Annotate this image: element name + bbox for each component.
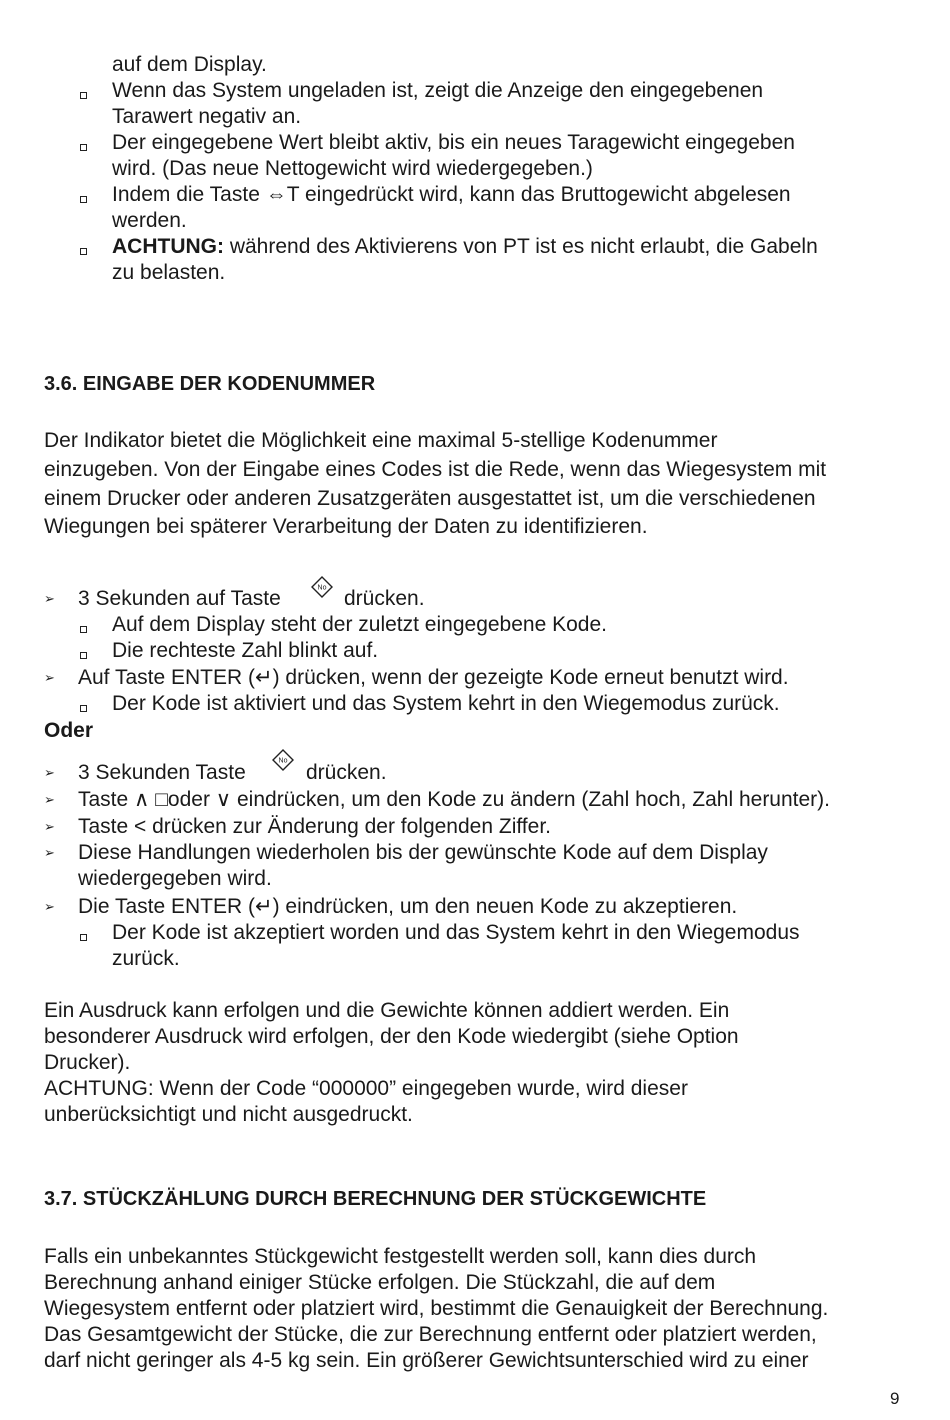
paragraph-line: ACHTUNG: Wenn der Code “000000” eingegeben wurde, wird dieser xyxy=(44,1077,688,1100)
section-heading-3-7: 3.7. STÜCKZÄHLUNG DURCH BERECHNUNG DER STÜCKGEWICHTE xyxy=(44,1188,707,1210)
intro-bullet-3-cont: werden. xyxy=(112,209,187,232)
step-3s-press-text: 3 Sekunden auf Taste xyxy=(78,587,281,610)
arrow-bullet-icon: ➢ xyxy=(44,670,55,685)
substep-text: Der Kode ist akzeptiert worden und das System kehrt in den Wiegemodus xyxy=(112,921,800,944)
bullet-square-icon xyxy=(80,92,87,99)
paragraph-line: Ein Ausdruck kann erfolgen und die Gewichte können addiert werden. Ein xyxy=(44,999,730,1022)
arrow-bullet-icon: ➢ xyxy=(44,792,55,807)
step-enter-text: Auf Taste ENTER (↵) drücken, wenn der gezeigte Kode erneut benutzt wird. xyxy=(78,666,789,689)
paragraph-line: Wiegungen bei späterer Verarbeitung der Daten zu identifizieren. xyxy=(44,515,648,538)
step-3s-press-text: 3 Sekunden Taste xyxy=(78,761,246,784)
substep-text: Die rechteste Zahl blinkt auf. xyxy=(112,639,379,662)
arrow-bullet-icon: ➢ xyxy=(44,819,55,834)
intro-bullet-4 xyxy=(112,234,818,260)
intro-bullet-4-cont: zu belasten. xyxy=(112,261,226,284)
intro-bullet-1-cont: Tarawert negativ an. xyxy=(112,105,302,128)
substep-text-cont: zurück. xyxy=(112,947,180,970)
arrow-bullet-icon: ➢ xyxy=(44,591,55,606)
step-accept: Die Taste ENTER (↵) eindrücken, um den neuen Kode zu akzeptieren. xyxy=(78,895,738,918)
page-number: 9 xyxy=(890,1389,900,1408)
intro-bullet-2: Der eingegebene Wert bleibt aktiv, bis ein neues Taragewicht eingegeben xyxy=(112,131,795,154)
bullet-square-icon xyxy=(80,934,87,941)
paragraph-line: Wiegesystem entfernt oder platziert wird, bestimmt die Genauigkeit der Berechnung. xyxy=(44,1297,829,1320)
step-next-digit: Taste < drücken zur Änderung der folgenden Ziffer. xyxy=(78,815,551,838)
arrow-bullet-icon: ➢ xyxy=(44,899,55,914)
paragraph-line: darf nicht geringer als 4-5 kg sein. Ein größerer Gewichtsunterschied wird zu einer xyxy=(44,1349,809,1372)
paragraph-line: Das Gesamtgewicht der Stücke, die zur Berechnung entfernt oder platziert werden, xyxy=(44,1323,817,1346)
step-change-code: Taste ∧ □oder ∨ eindrücken, um den Kode zu ändern (Zahl hoch, Zahl herunter). xyxy=(78,788,831,811)
warning-text: während des Aktivierens von PT ist es nicht erlaubt, die Gabeln xyxy=(223,235,818,258)
step-repeat-cont: wiedergegeben wird. xyxy=(78,867,272,890)
paragraph-line: unberücksichtigt und nicht ausgedruckt. xyxy=(44,1103,413,1126)
bullet-square-icon xyxy=(80,144,87,151)
intro-bullet-3: Indem die Taste ⇔T eingedrückt wird, kann das Bruttogewicht abgelesen xyxy=(112,183,791,206)
no-key-label: No xyxy=(317,584,327,592)
warning-label: ACHTUNG: xyxy=(112,235,224,258)
intro-text: auf dem Display. xyxy=(112,53,267,76)
substep-text: Auf dem Display steht der zuletzt eingegebene Kode. xyxy=(112,613,607,636)
no-key-icon xyxy=(271,748,295,772)
step-press-suffix: drücken. xyxy=(306,761,387,784)
no-key-icon xyxy=(310,575,334,599)
intro-bullet-2-cont: wird. (Das neue Nettogewicht wird wiedergegeben.) xyxy=(112,157,593,180)
substep-text: Der Kode ist aktiviert und das System kehrt in den Wiegemodus zurück. xyxy=(112,692,780,715)
bullet-square-icon xyxy=(80,626,87,633)
arrow-bullet-icon: ➢ xyxy=(44,765,55,780)
step-press-suffix: drücken. xyxy=(344,587,425,610)
intro-bullet-1: Wenn das System ungeladen ist, zeigt die Anzeige den eingegebenen xyxy=(112,79,764,102)
paragraph-line: Drucker). xyxy=(44,1051,131,1074)
bullet-square-icon xyxy=(80,196,87,203)
paragraph-line: einem Drucker oder anderen Zusatzgeräten ausgestattet ist, um die verschiedenen xyxy=(44,487,816,510)
paragraph-line: Falls ein unbekanntes Stückgewicht festgestellt werden soll, kann dies durch xyxy=(44,1245,757,1268)
section-heading-3-6: 3.6. EINGABE DER KODENUMMER xyxy=(44,373,376,395)
bullet-square-icon xyxy=(80,248,87,255)
paragraph-line: besonderer Ausdruck wird erfolgen, der den Kode wiedergibt (siehe Option xyxy=(44,1025,739,1048)
step-repeat: Diese Handlungen wiederholen bis der gewünschte Kode auf dem Display xyxy=(78,841,768,864)
bullet-square-icon xyxy=(80,652,87,659)
bullet-square-icon xyxy=(80,705,87,712)
paragraph-line: Berechnung anhand einiger Stücke erfolgen. Die Stückzahl, die auf dem xyxy=(44,1271,716,1294)
no-key-label: No xyxy=(278,757,288,765)
paragraph-line: Der Indikator bietet die Möglichkeit eine maximal 5-stellige Kodenummer xyxy=(44,429,718,452)
oder-label: Oder xyxy=(44,719,94,742)
paragraph-line: einzugeben. Von der Eingabe eines Codes ist die Rede, wenn das Wiegesystem mit xyxy=(44,458,827,481)
arrow-bullet-icon: ➢ xyxy=(44,845,55,860)
